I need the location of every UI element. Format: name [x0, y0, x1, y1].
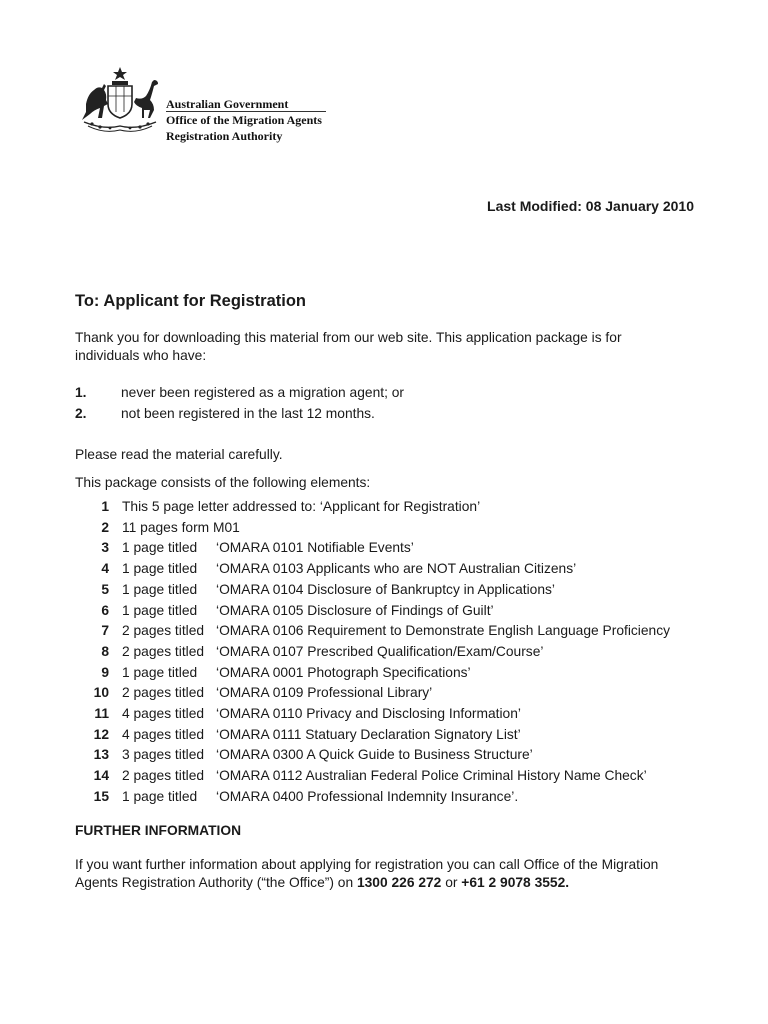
element-pages: 1 page titled [122, 561, 198, 577]
agency-line-government: Australian Government [166, 97, 289, 111]
criteria-item [75, 384, 404, 402]
further-text-mid: or [441, 875, 462, 890]
element-pages: 1 page titled [122, 664, 198, 680]
phone-number-international: +61 2 9078 3552. [461, 875, 570, 890]
further-information-paragraph [75, 856, 675, 892]
element-number: 2 [101, 519, 109, 535]
element-pages: 4 pages titled [122, 706, 205, 721]
element-number: 12 [93, 726, 109, 742]
element-pages: 2 pages titled [122, 768, 205, 784]
criteria-item [75, 405, 375, 423]
element-number: 11 [94, 706, 109, 721]
element-number: 10 [93, 685, 109, 701]
element-pages: 1 page titled [122, 788, 198, 804]
element-title: ‘OMARA 0001 Photograph Specifications’ [216, 664, 471, 680]
read-note: Please read the material carefully. [75, 447, 283, 462]
element-pages: 4 pages titled [122, 726, 205, 742]
element-title: ‘OMARA 0112 Australian Federal Police Criminal History Name Check’ [216, 768, 647, 784]
element-pages: 1 page titled [122, 602, 198, 618]
last-modified-date: Last Modified: 08 January 2010 [487, 198, 694, 214]
element-title: ‘OMARA 0111 Statuary Declaration Signatory List’ [216, 726, 521, 742]
element-number: 9 [101, 664, 109, 680]
further-information-heading: FURTHER INFORMATION [75, 823, 242, 838]
element-pages: 1 page titled [122, 540, 198, 556]
element-title: ‘OMARA 0107 Prescribed Qualification/Exam/Course’ [216, 643, 544, 659]
element-title: ‘OMARA 0103 Applicants who are NOT Australian Citizens’ [216, 561, 577, 577]
element-pages: 2 pages titled [122, 623, 205, 639]
element-title: ‘OMARA 0110 Privacy and Disclosing Information’ [216, 706, 521, 721]
element-number: 7 [101, 623, 109, 639]
element-pages: 1 page titled [122, 581, 198, 597]
element-title: ‘OMARA 0101 Notifiable Events’ [216, 540, 414, 556]
element-pages: 2 pages titled [122, 643, 205, 659]
element-number: 1 [101, 499, 109, 514]
element-title: ‘OMARA 0109 Professional Library’ [216, 685, 433, 701]
element-title: ‘OMARA 0105 Disclosure of Findings of Guilt’ [216, 602, 494, 618]
agency-divider [166, 111, 326, 112]
element-pages: 11 pages form M01 [122, 519, 240, 535]
element-number: 13 [93, 747, 109, 763]
element-number: 14 [93, 768, 109, 784]
element-number: 6 [101, 602, 109, 618]
element-pages: 3 pages titled [122, 747, 205, 763]
coat-of-arms-icon [74, 64, 166, 134]
element-pages: This 5 page letter addressed to: ‘Applicant for Registration’ [122, 499, 481, 514]
element-number: 5 [101, 581, 109, 597]
criteria-text: never been registered as a migration agent; or [121, 385, 405, 400]
element-number: 4 [101, 561, 109, 577]
criteria-number: 2. [75, 406, 87, 421]
agency-line-office: Office of the Migration Agents [166, 113, 322, 127]
intro-paragraph: Thank you for downloading this material from our web site. This application package is for individuals who have: [75, 330, 622, 363]
element-title: ‘OMARA 0300 A Quick Guide to Business Structure’ [216, 747, 533, 763]
element-title: ‘OMARA 0400 Professional Indemnity Insurance’. [216, 788, 519, 804]
phone-number-local: 1300 226 272 [356, 875, 442, 890]
element-number: 15 [93, 788, 109, 804]
element-title: ‘OMARA 0106 Requirement to Demonstrate English Language Proficiency [216, 623, 671, 639]
agency-line-authority: Registration Authority [166, 129, 283, 143]
element-title: ‘OMARA 0104 Disclosure of Bankruptcy in Applications’ [216, 581, 555, 597]
further-text-before: If you want further information about applying for registration you can call Office of the Migration Agents Registration Authority (“the Office”) on [75, 857, 659, 890]
element-pages: 2 pages titled [122, 685, 205, 701]
criteria-number: 1. [75, 385, 87, 400]
agency-name [166, 96, 322, 144]
package-intro: This package consists of the following elements: [75, 475, 371, 490]
criteria-text: not been registered in the last 12 months. [121, 406, 375, 421]
addressee-heading: To: Applicant for Registration [75, 292, 306, 310]
element-number: 8 [101, 643, 109, 659]
element-number: 3 [101, 540, 109, 556]
